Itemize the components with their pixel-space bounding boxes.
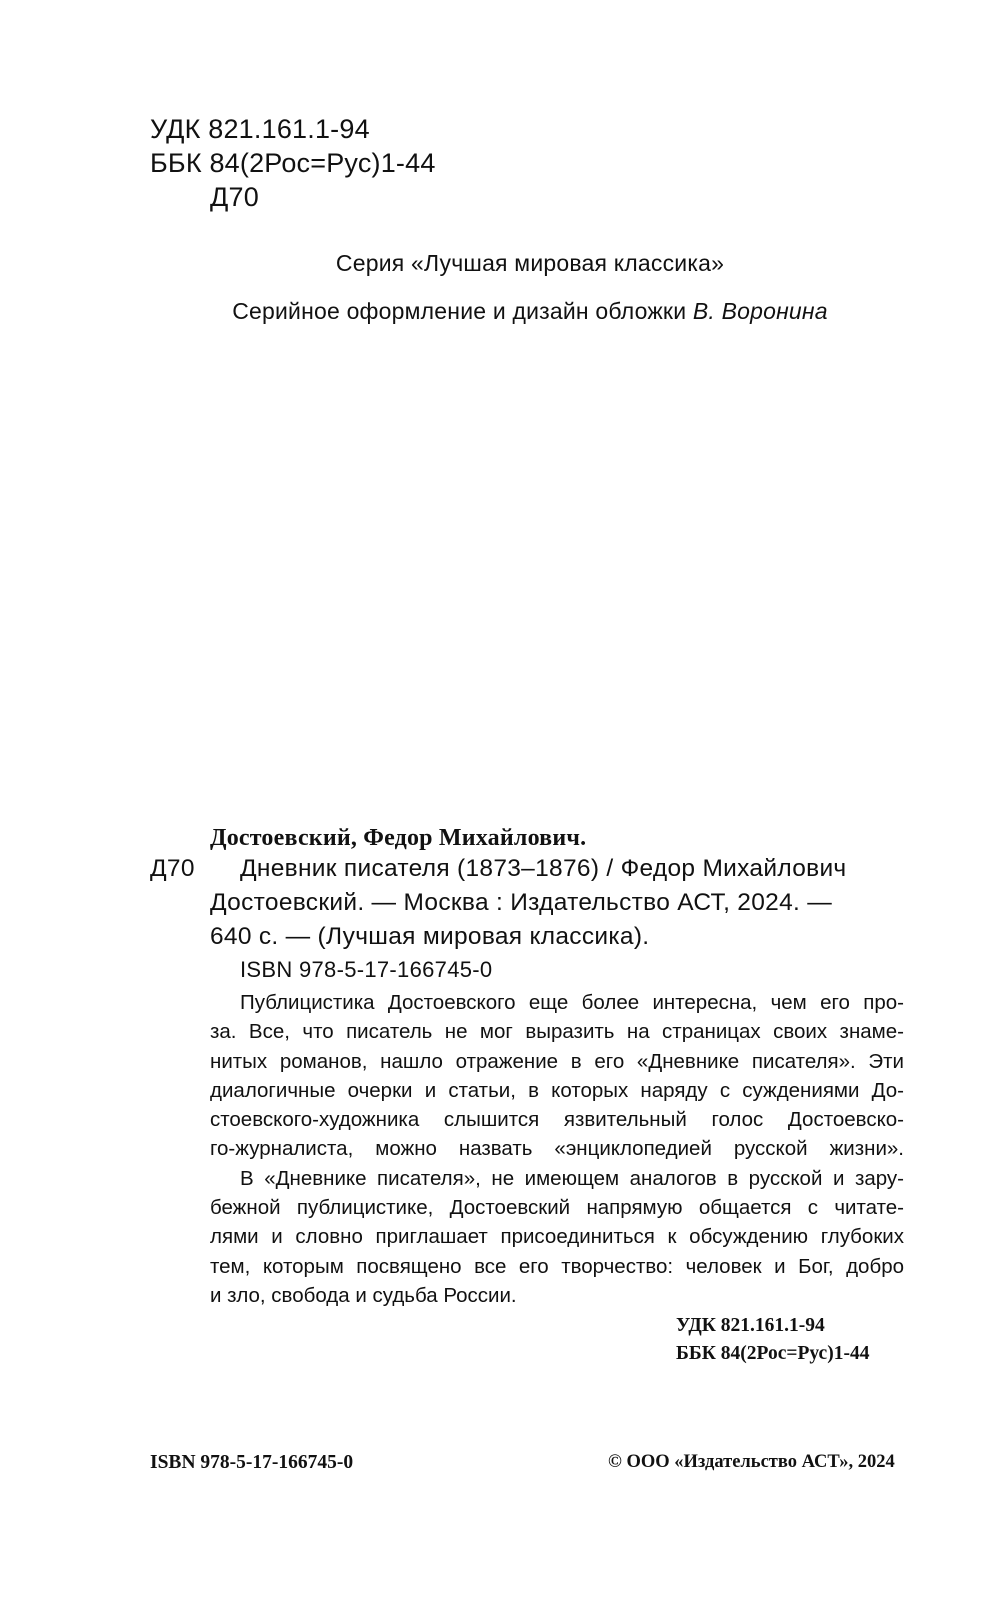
annotation-line: лями и словно приглашает присоединиться к обсуждению глубоких <box>210 1225 904 1249</box>
author-mark: Д70 <box>210 182 259 212</box>
series-title: Серия «Лучшая мировая классика» <box>335 250 725 276</box>
annotation <box>210 988 904 1310</box>
entry-mark: Д70 <box>150 855 195 882</box>
entry-udk-code: УДК 821.161.1-94 <box>676 1315 825 1336</box>
cover-design-prefix: Серийное оформление и дизайн обложки <box>232 298 693 324</box>
annotation-line: за. Все, что писатель не мог выразить на страницах своих знаме- <box>210 1020 904 1044</box>
annotation-line: бежной публицистике, Достоевский напрямую общается с читате- <box>210 1196 904 1220</box>
annotation-line: го-журналиста, можно назвать «энциклопедией русской жизни». <box>210 1137 904 1161</box>
annotation-line: тем, которым посвящено все его творчество: человек и Бог, добро <box>210 1254 904 1278</box>
entry-author: Достоевский, Федор Михайлович. <box>210 825 587 851</box>
entry-line-3: 640 с. — (Лучшая мировая классика). <box>210 923 650 950</box>
annotation-line: В «Дневнике писателя», не имеющем аналогов в русской и зару- <box>240 1166 904 1190</box>
cover-design-credit <box>0 298 1000 325</box>
entry-bbk-code: ББК 84(2Рос=Рус)1-44 <box>676 1343 870 1364</box>
annotation-line: Публицистика Достоевского еще более интересна, чем его про- <box>240 991 904 1014</box>
annotation-line: нитых романов, нашло отражение в его «Дневнике писателя». Эти <box>210 1049 904 1073</box>
footer-isbn: ISBN 978-5-17-166745-0 <box>150 1452 354 1473</box>
entry-line-2: Достоевский. — Москва : Издательство АСТ, 2024. — <box>210 889 833 916</box>
annotation-line: стоевского-художника слышится язвительный голос Достоевско- <box>210 1108 904 1132</box>
entry-isbn: ISBN 978-5-17-166745-0 <box>240 957 493 982</box>
udk-code: УДК 821.161.1-94 <box>150 114 370 144</box>
entry-line-1: Дневник писателя (1873–1876) / Федор Михайлович <box>240 855 847 882</box>
footer-copyright: © ООО «Издательство АСТ», 2024 <box>608 1452 895 1472</box>
bbk-code: ББК 84(2Рос=Рус)1-44 <box>150 148 436 178</box>
annotation-line: диалогичные очерки и статьи, в которых наряду с суждениями До- <box>210 1078 904 1102</box>
annotation-line: и зло, свобода и судьба России. <box>210 1283 517 1307</box>
cover-designer-name: В. Воронина <box>692 298 828 324</box>
